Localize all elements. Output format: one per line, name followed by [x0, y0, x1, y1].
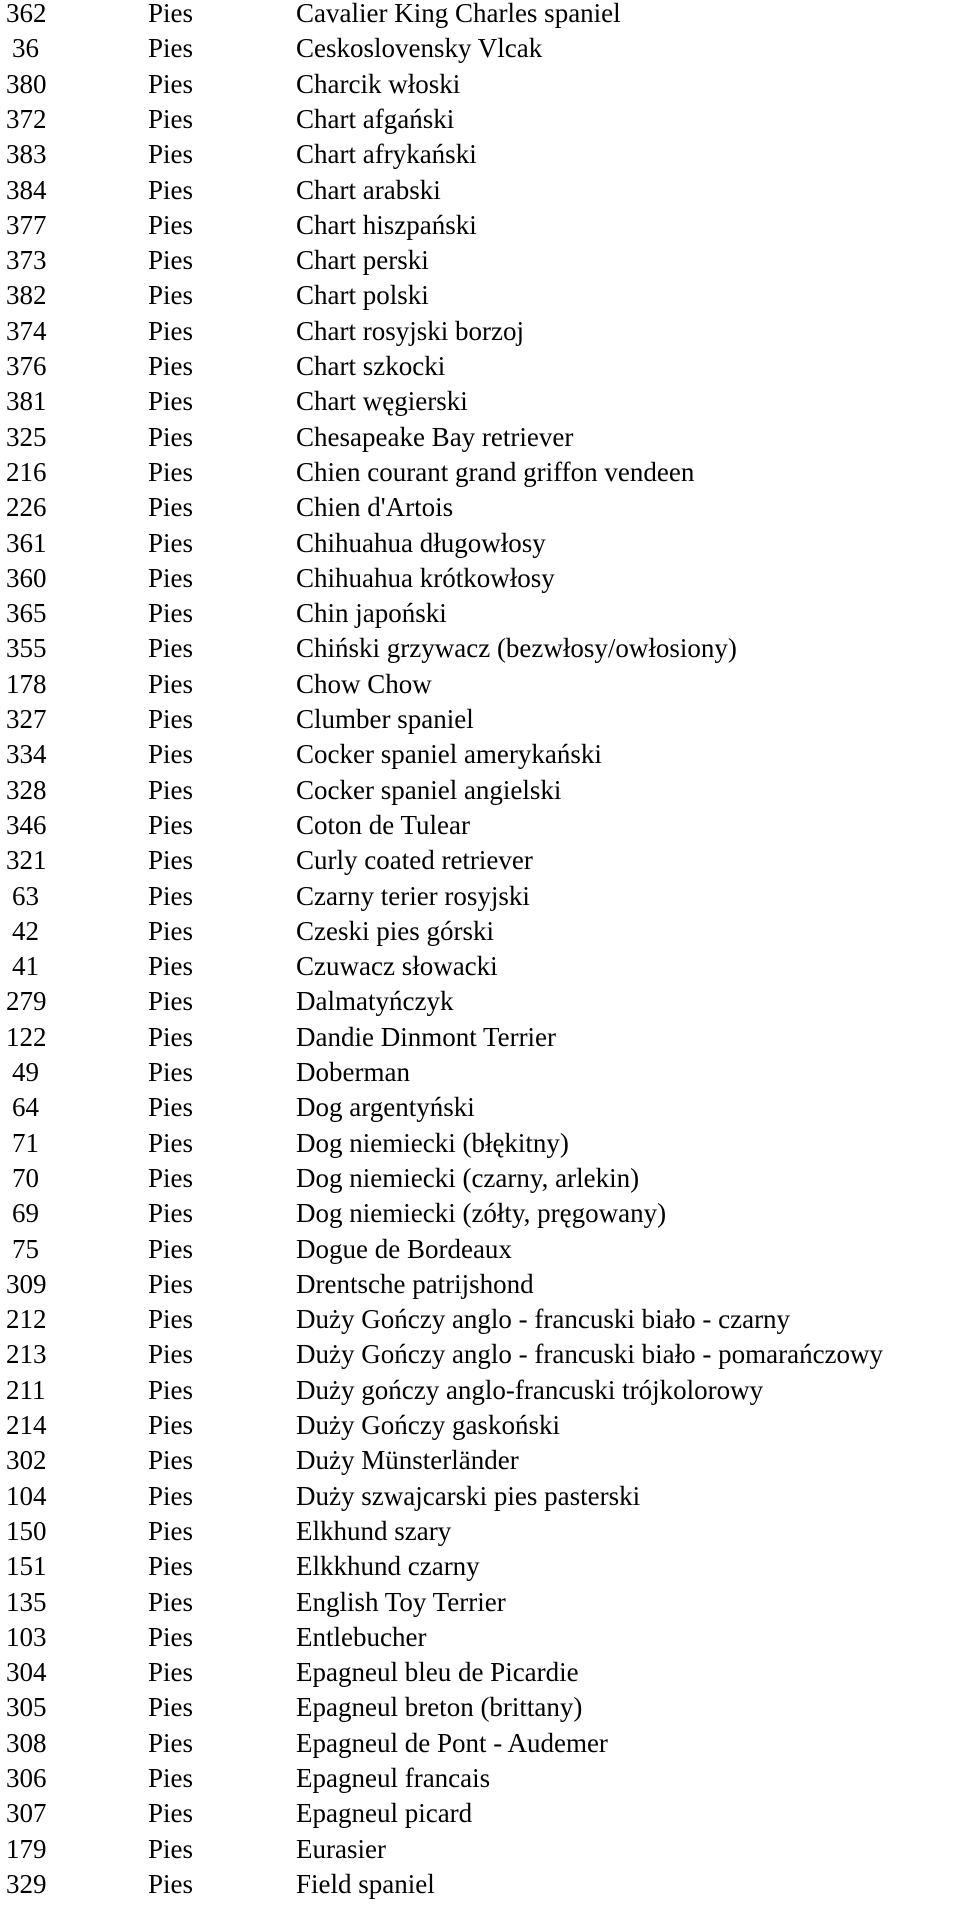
- list-row: [0, 1553, 960, 1588]
- row-id: 328: [6, 774, 47, 805]
- row-id: 346: [6, 809, 47, 840]
- row-id: 374: [6, 315, 47, 346]
- row-id: 305: [6, 1692, 47, 1723]
- row-type: Pies: [148, 174, 194, 205]
- row-breed-name: Czeski pies górski: [296, 915, 494, 946]
- row-breed-name: Czuwacz słowacki: [296, 951, 498, 982]
- row-id: 382: [6, 280, 47, 311]
- list-row: [0, 1306, 960, 1341]
- row-id: 49: [12, 1057, 39, 1087]
- row-breed-name: Cocker spaniel angielski: [296, 774, 562, 805]
- row-type: Pies: [148, 1868, 194, 1899]
- row-breed-name: Dog niemiecki (zółty, pręgowany): [296, 1198, 667, 1229]
- row-breed-name: Clumber spaniel: [296, 704, 474, 734]
- list-row: [0, 353, 960, 388]
- row-breed-name: Field spaniel: [296, 1868, 435, 1899]
- row-breed-name: Cocker spaniel amerykański: [296, 739, 602, 770]
- row-type: Pies: [148, 704, 194, 734]
- list-row: [0, 1374, 960, 1412]
- row-type: Pies: [148, 1692, 194, 1723]
- row-id: 151: [6, 1551, 47, 1582]
- row-id: 361: [6, 527, 47, 558]
- row-type: Pies: [148, 1445, 194, 1476]
- list-row: [0, 988, 960, 1023]
- row-breed-name: Chart rosyjski borzoj: [296, 315, 524, 346]
- row-type: Pies: [148, 1092, 194, 1123]
- row-id: 383: [6, 139, 47, 170]
- row-type: Pies: [148, 1268, 194, 1299]
- row-breed-name: Curly coated retriever: [296, 845, 533, 876]
- list-row: [0, 1447, 960, 1482]
- row-type: Pies: [148, 245, 194, 276]
- row-id: 372: [6, 103, 47, 134]
- row-id: 365: [6, 598, 47, 629]
- row-breed-name: Doberman: [296, 1057, 410, 1087]
- row-id: 64: [12, 1092, 39, 1123]
- row-type: Pies: [148, 1657, 194, 1688]
- list-row: [0, 1094, 960, 1129]
- row-id: 355: [6, 633, 47, 664]
- row-breed-name: Chihuahua krótkowłosy: [296, 562, 555, 593]
- row-breed-name: Chiński grzywacz (bezwłosy/owłosiony): [296, 633, 737, 664]
- row-breed-name: Dalmatyńczyk: [296, 986, 454, 1017]
- row-breed-name: Chihuahua długowłosy: [296, 527, 546, 558]
- row-id: 211: [6, 1374, 46, 1405]
- row-type: Pies: [148, 739, 194, 770]
- row-breed-name: Epagneul bleu de Picardie: [296, 1657, 579, 1688]
- row-type: Pies: [148, 0, 194, 28]
- row-type: Pies: [148, 1833, 194, 1864]
- row-breed-name: Duży szwajcarski pies pasterski: [296, 1480, 641, 1511]
- row-breed-name: Duży Münsterländer: [296, 1445, 519, 1476]
- row-id: 36: [12, 33, 39, 64]
- row-id: 334: [6, 739, 47, 770]
- row-breed-name: Chow Chow: [296, 668, 432, 699]
- list-row: [0, 915, 960, 953]
- row-type: Pies: [148, 668, 194, 699]
- list-row: [0, 282, 960, 317]
- row-id: 377: [6, 209, 47, 240]
- row-type: Pies: [148, 68, 194, 99]
- row-id: 308: [6, 1727, 47, 1758]
- row-type: Pies: [148, 915, 194, 946]
- row-id: 306: [6, 1763, 47, 1793]
- row-id: 178: [6, 668, 47, 699]
- row-type: Pies: [148, 1021, 194, 1052]
- row-type: Pies: [148, 103, 194, 134]
- row-id: 42: [12, 915, 39, 946]
- row-type: Pies: [148, 1198, 194, 1229]
- row-breed-name: Chesapeake Bay retriever: [296, 421, 574, 452]
- row-id: 279: [6, 986, 47, 1017]
- list-row: [0, 494, 960, 529]
- row-breed-name: Dog niemiecki (czarny, arlekin): [296, 1162, 640, 1193]
- row-type: Pies: [148, 139, 194, 170]
- row-breed-name: Duży gończy anglo-francuski trójkolorowy: [296, 1374, 764, 1405]
- row-id: 226: [6, 492, 47, 523]
- list-row: [0, 1659, 960, 1694]
- list-row: [0, 68, 960, 106]
- row-type: Pies: [148, 1057, 194, 1087]
- list-row: [0, 1621, 960, 1659]
- row-id: 179: [6, 1833, 47, 1864]
- list-row: [0, 456, 960, 494]
- row-breed-name: Elkhund szary: [296, 1515, 452, 1546]
- row-breed-name: Chin japoński: [296, 598, 447, 629]
- row-type: Pies: [148, 456, 194, 487]
- list-row: [0, 1200, 960, 1235]
- row-id: 63: [12, 880, 39, 911]
- row-id: 376: [6, 351, 47, 381]
- row-type: Pies: [148, 774, 194, 805]
- row-id: 309: [6, 1268, 47, 1299]
- row-type: Pies: [148, 809, 194, 840]
- row-type: Pies: [148, 1374, 194, 1405]
- row-breed-name: Chart polski: [296, 280, 429, 311]
- list-row: [0, 1515, 960, 1553]
- row-id: 381: [6, 386, 47, 417]
- row-breed-name: Chart węgierski: [296, 386, 468, 417]
- row-type: Pies: [148, 1480, 194, 1511]
- row-id: 216: [6, 456, 47, 487]
- list-row: [0, 1586, 960, 1624]
- list-row: [0, 880, 960, 918]
- list-row: [0, 635, 960, 670]
- row-breed-name: Dandie Dinmont Terrier: [296, 1021, 557, 1052]
- row-type: Pies: [148, 386, 194, 417]
- row-breed-name: Cavalier King Charles spaniel: [296, 0, 621, 28]
- row-breed-name: Epagneul breton (brittany): [296, 1692, 583, 1723]
- row-id: 304: [6, 1657, 47, 1688]
- list-row: [0, 35, 960, 70]
- list-row: [0, 315, 960, 353]
- list-row: [0, 1480, 960, 1518]
- row-type: Pies: [148, 33, 194, 64]
- row-type: Pies: [148, 315, 194, 346]
- list-row: [0, 1233, 960, 1271]
- row-id: 104: [6, 1480, 47, 1511]
- row-id: 362: [6, 0, 47, 28]
- row-type: Pies: [148, 1621, 194, 1652]
- row-breed-name: Chart afrykański: [296, 139, 477, 170]
- list-row: [0, 774, 960, 812]
- row-breed-name: Eurasier: [296, 1833, 386, 1864]
- row-type: Pies: [148, 986, 194, 1017]
- row-type: Pies: [148, 598, 194, 629]
- row-type: Pies: [148, 951, 194, 982]
- row-breed-name: Duży Gończy anglo - francuski biało - pomarańczowy: [296, 1339, 884, 1370]
- row-breed-name: Drentsche patrijshond: [296, 1268, 534, 1299]
- row-id: 327: [6, 704, 47, 734]
- list-row: [0, 1868, 960, 1906]
- list-row: [0, 103, 960, 141]
- row-id: 307: [6, 1798, 47, 1829]
- row-breed-name: Chart hiszpański: [296, 209, 477, 240]
- row-type: Pies: [148, 527, 194, 558]
- list-row: [0, 562, 960, 600]
- list-row: [0, 1268, 960, 1306]
- row-breed-name: Chart afgański: [296, 103, 455, 134]
- row-id: 150: [6, 1515, 47, 1546]
- row-id: 71: [12, 1127, 39, 1158]
- row-id: 373: [6, 245, 47, 276]
- list-row: [0, 1127, 960, 1165]
- list-row: [0, 600, 960, 635]
- row-id: 384: [6, 174, 47, 205]
- row-type: Pies: [148, 1410, 194, 1440]
- row-breed-name: Epagneul de Pont - Audemer: [296, 1727, 608, 1758]
- list-row: [0, 1341, 960, 1376]
- row-breed-name: Czarny terier rosyjski: [296, 880, 530, 911]
- row-breed-name: Charcik włoski: [296, 68, 461, 99]
- row-id: 380: [6, 68, 47, 99]
- row-id: 70: [12, 1162, 39, 1193]
- row-id: 103: [6, 1621, 47, 1652]
- row-breed-name: Epagneul francais: [296, 1763, 491, 1793]
- row-type: Pies: [148, 562, 194, 593]
- row-breed-name: Chart arabski: [296, 174, 441, 205]
- row-type: Pies: [148, 1339, 194, 1370]
- row-breed-name: Chien d'Artois: [296, 492, 454, 523]
- row-breed-name: Dog niemiecki (błękitny): [296, 1127, 569, 1158]
- list-row: [0, 209, 960, 247]
- row-type: Pies: [148, 1727, 194, 1758]
- row-type: Pies: [148, 1798, 194, 1829]
- row-id: 41: [12, 951, 39, 982]
- list-row: [0, 141, 960, 176]
- row-breed-name: Chien courant grand griffon vendeen: [296, 456, 695, 487]
- row-id: 321: [6, 845, 47, 876]
- row-type: Pies: [148, 1515, 194, 1546]
- row-breed-name: Epagneul picard: [296, 1798, 473, 1829]
- row-id: 360: [6, 562, 47, 593]
- row-type: Pies: [148, 1551, 194, 1582]
- list-row: [0, 1800, 960, 1835]
- list-row: [0, 388, 960, 423]
- row-breed-name: Chart perski: [296, 245, 429, 276]
- list-row: [0, 847, 960, 882]
- list-row: [0, 421, 960, 459]
- list-row: [0, 741, 960, 776]
- list-row: [0, 809, 960, 847]
- row-type: Pies: [148, 1586, 194, 1617]
- row-breed-name: Duży Gończy gaskoński: [296, 1410, 560, 1440]
- list-row: [0, 1833, 960, 1871]
- row-breed-name: Dog argentyński: [296, 1092, 475, 1123]
- row-type: Pies: [148, 209, 194, 240]
- row-breed-name: Dogue de Bordeaux: [296, 1233, 512, 1264]
- list-row: [0, 247, 960, 282]
- row-id: 122: [6, 1021, 47, 1052]
- list-row: [0, 668, 960, 706]
- row-type: Pies: [148, 1763, 194, 1793]
- row-type: Pies: [148, 633, 194, 664]
- list-row: [0, 1162, 960, 1200]
- row-type: Pies: [148, 492, 194, 523]
- row-id: 329: [6, 1868, 47, 1899]
- list-row: [0, 1021, 960, 1059]
- list-row: [0, 1059, 960, 1094]
- row-type: Pies: [148, 1304, 194, 1335]
- row-id: 325: [6, 421, 47, 452]
- row-type: Pies: [148, 1162, 194, 1193]
- list-row: [0, 706, 960, 741]
- row-type: Pies: [148, 845, 194, 876]
- row-breed-name: Ceskoslovensky Vlcak: [296, 33, 543, 64]
- list-row: [0, 1727, 960, 1765]
- row-breed-name: Chart szkocki: [296, 351, 446, 381]
- row-breed-name: Elkkhund czarny: [296, 1551, 480, 1582]
- row-id: 302: [6, 1445, 47, 1476]
- row-type: Pies: [148, 421, 194, 452]
- row-type: Pies: [148, 280, 194, 311]
- row-breed-name: English Toy Terrier: [296, 1586, 506, 1617]
- row-breed-name: Duży Gończy anglo - francuski biało - czarny: [296, 1304, 791, 1335]
- row-type: Pies: [148, 880, 194, 911]
- row-id: 135: [6, 1586, 47, 1617]
- row-id: 75: [12, 1233, 39, 1264]
- list-row: [0, 1765, 960, 1800]
- row-id: 212: [6, 1304, 47, 1335]
- list-row: [0, 527, 960, 565]
- row-id: 214: [6, 1410, 47, 1440]
- row-breed-name: Coton de Tulear: [296, 809, 471, 840]
- list-row: [0, 953, 960, 988]
- row-id: 213: [6, 1339, 47, 1370]
- list-row: [0, 1412, 960, 1447]
- list-row: [0, 174, 960, 212]
- row-breed-name: Entlebucher: [296, 1621, 427, 1652]
- list-row: [0, 0, 960, 35]
- row-type: Pies: [148, 1127, 194, 1158]
- row-type: Pies: [148, 351, 194, 381]
- row-id: 69: [12, 1198, 39, 1229]
- list-row: [0, 1694, 960, 1729]
- row-type: Pies: [148, 1233, 194, 1264]
